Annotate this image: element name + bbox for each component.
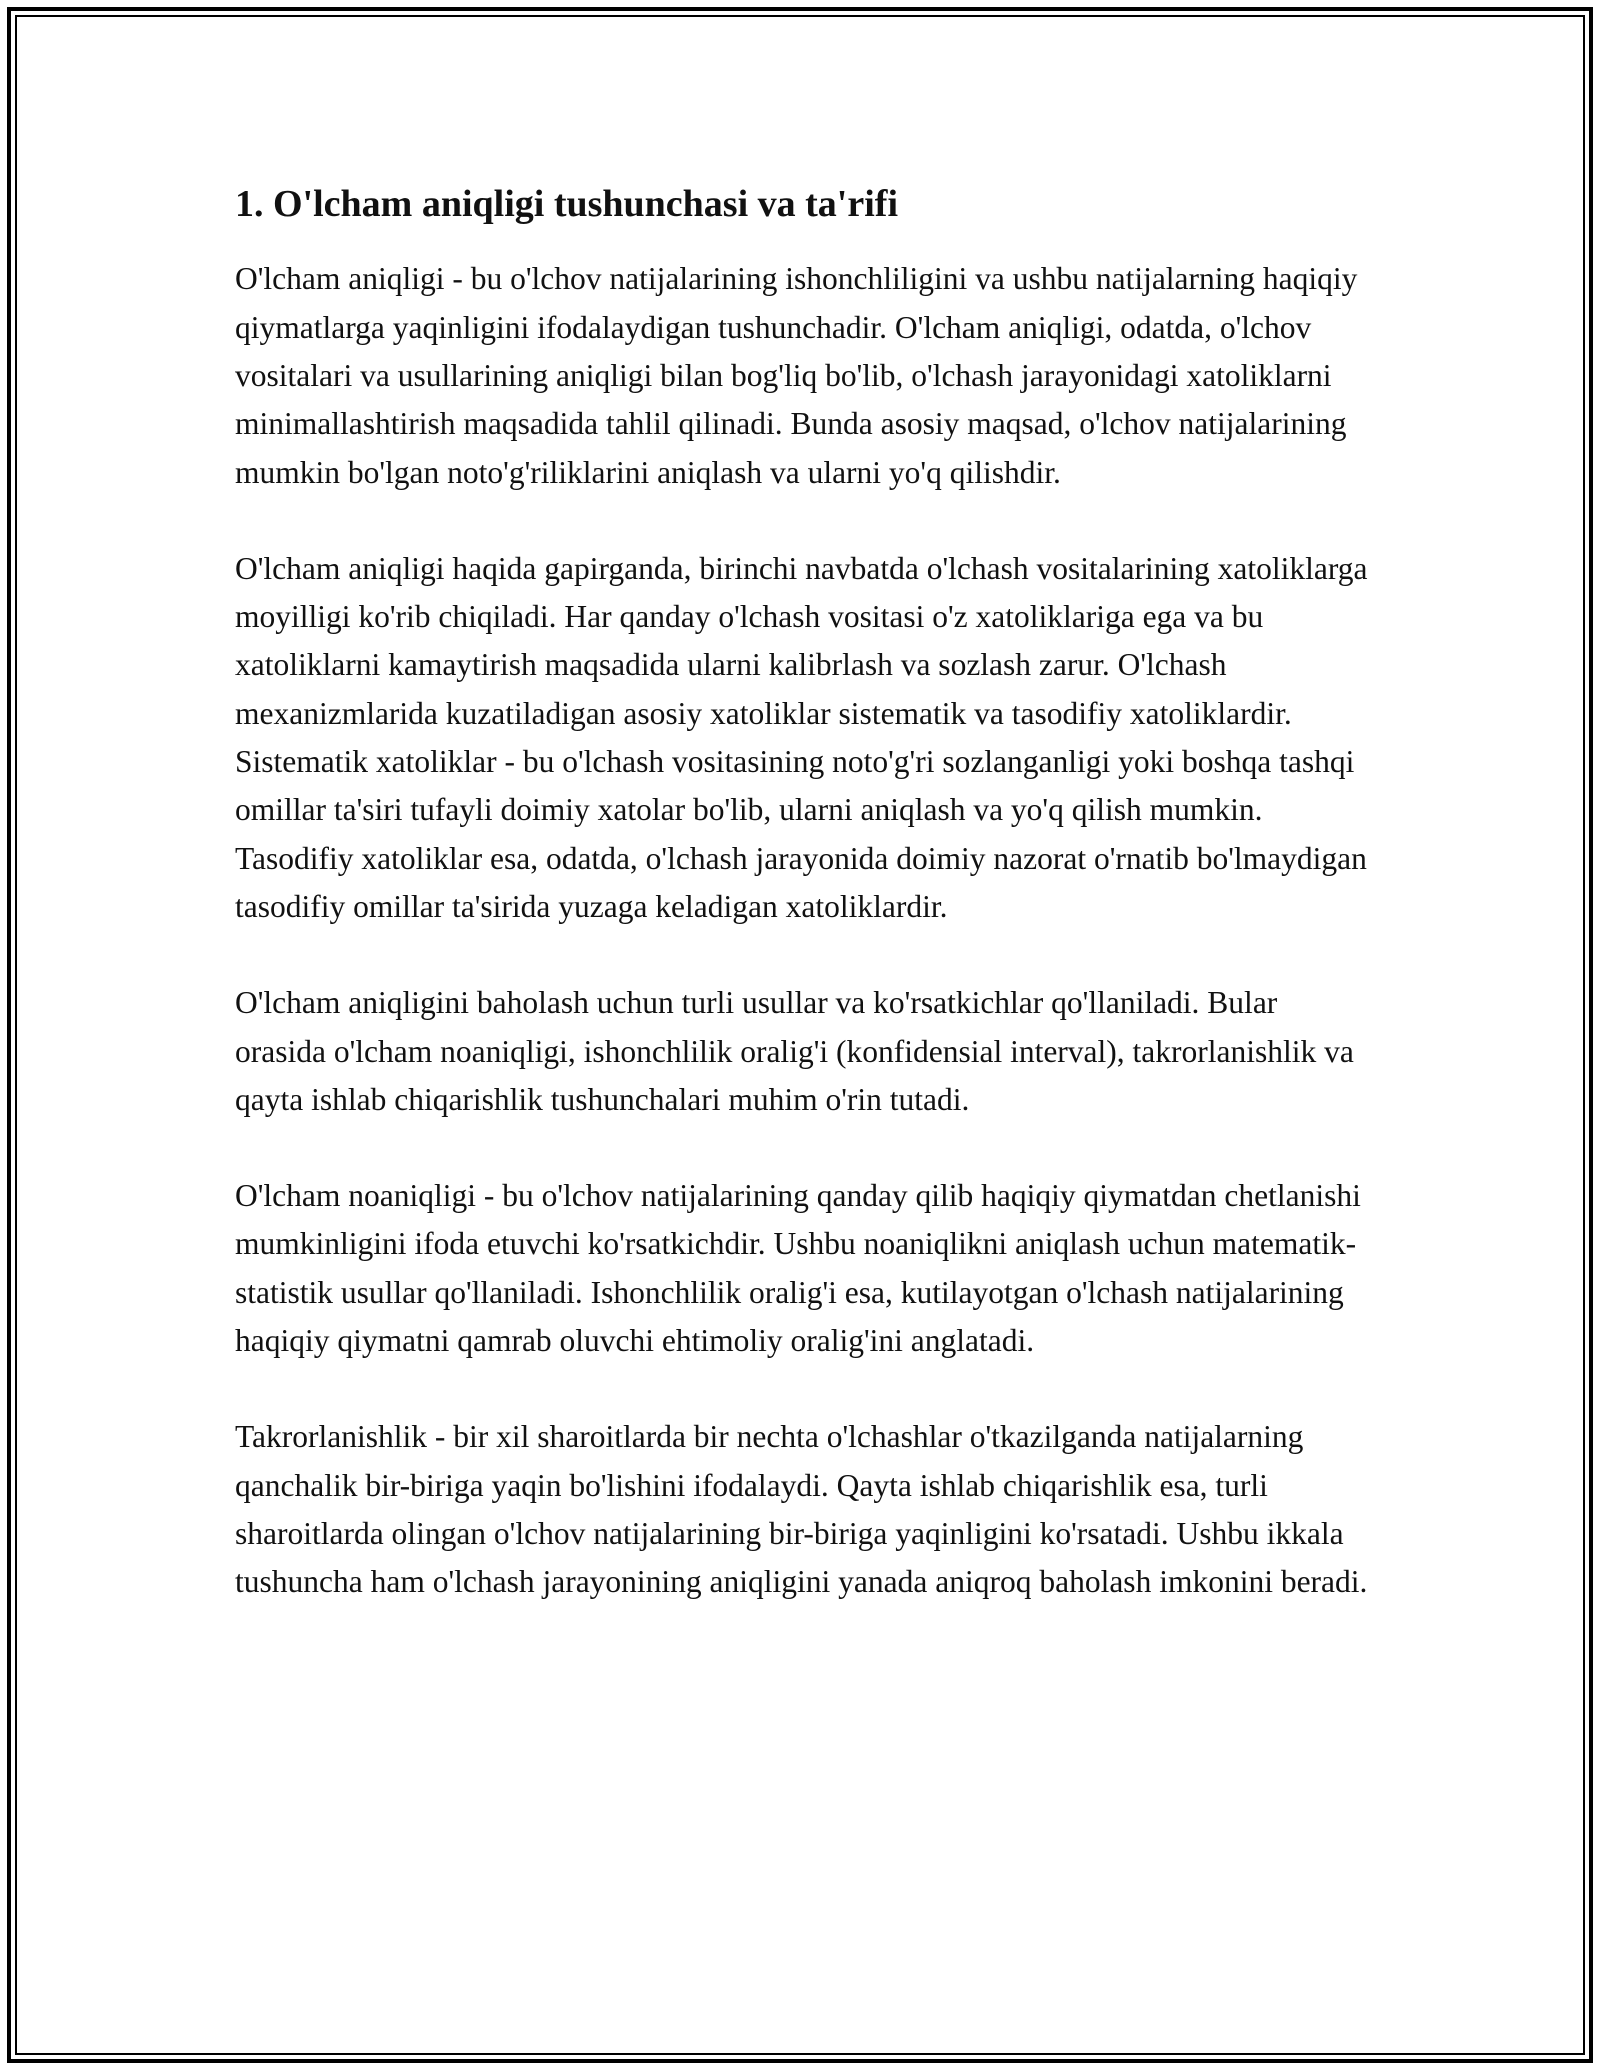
paragraph-error-types: O'lcham aniqligi haqida gapirganda, birinchi navbatda o'lchash vositalarining xatoliklarga moyilligi ko'rib chiqiladi. Har qanday o'lchash vositasi o'z xatoliklariga ega va bu xatoliklarni kamaytirish maqsadida ularni kalibrlash va sozlash zarur. O'lchash mexanizmlarida kuzatiladigan asosiy xatoliklar sistematik va tasodifiy xatoliklardir. Sistematik xatoliklar - bu o'lchash vositasining noto'g'ri sozlanganligi yoki boshqa tashqi omillar ta'siri tufayli doimiy xatolar bo'lib, ularni aniqlash va yo'q qilish mumkin. Tasodifiy xatoliklar esa, odatda, o'lchash jarayonida doimiy nazorat o'rnatib bo'lmaydigan tasodifiy omillar ta'sirida yuzaga keladigan xatoliklardir. bbox=[235, 550, 1368, 924]
document-body bbox=[235, 180, 1375, 1655]
paragraph-definition: O'lcham aniqligi - bu o'lchov natijalarining ishonchliligini va ushbu natijalarning haqiqiy qiymatlarga yaqinligini ifodalaydigan tushunchadir. O'lcham aniqligi, odatda, o'lchov vositalari va usullarining aniqligi bilan bog'liq bo'lib, o'lchash jarayonidagi xatoliklarni minimallashtirish maqsadida tahlil qilinadi. Bunda asosiy maqsad, o'lchov natijalarining mumkin bo'lgan noto'g'riliklarini aniqlash va ularni yo'q qilishdir. bbox=[235, 261, 1358, 490]
paragraph-evaluation-methods: O'lcham aniqligini baholash uchun turli usullar va ko'rsatkichlar qo'llaniladi. Bular orasida o'lcham noaniqligi, ishonchlilik oralig'i (konfidensial interval), takrorlanishlik va qayta ishlab chiqarishlik tushunchalari muhim o'rin tutadi. bbox=[235, 985, 1354, 1117]
section-heading: 1. O'lcham aniqligi tushunchasi va ta'rifi bbox=[235, 183, 898, 225]
paragraph-repeatability: Takrorlanishlik - bir xil sharoitlarda bir nechta o'lchashlar o'tkazilganda natijalarning qanchalik bir-biriga yaqin bo'lishini ifodalaydi. Qayta ishlab chiqarishlik esa, turli sharoitlarda olingan o'lchov natijalarining bir-biriga yaqinligini ko'rsatadi. Ushbu ikkala tushuncha ham o'lchash jarayonining aniqligini yanada aniqroq baholash imkonini beradi. bbox=[235, 1419, 1368, 1600]
paragraph-uncertainty: O'lcham noaniqligi - bu o'lchov natijalarining qanday qilib haqiqiy qiymatdan chetlanishi mumkinligini ifoda etuvchi ko'rsatkichdir. Ushbu noaniqlikni aniqlash uchun matematik- statistik usullar qo'llaniladi. Ishonchlilik oralig'i esa, kutilayotgan o'lchash natijalarining haqiqiy qiymatni qamrab oluvchi ehtimoliy oralig'ini anglatadi. bbox=[235, 1178, 1361, 1359]
